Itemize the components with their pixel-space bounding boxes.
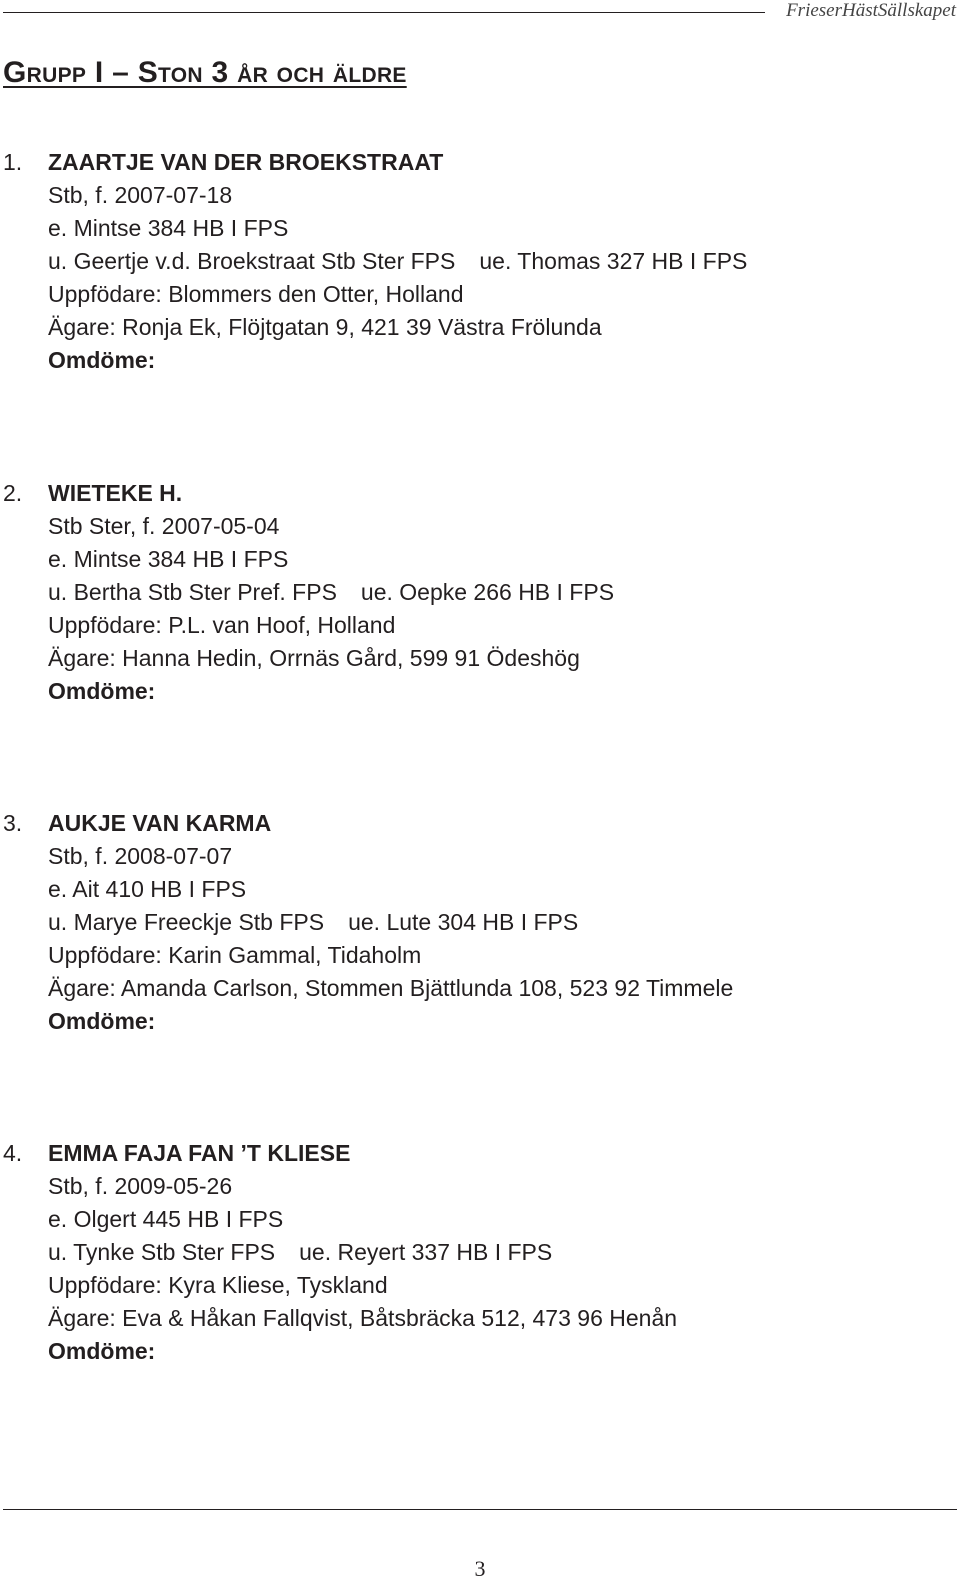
entry-number: 1. <box>3 149 23 175</box>
sex-dob: Stb, f. 2008-07-07 <box>48 843 233 869</box>
omdome-label: Omdöme: <box>48 678 156 704</box>
horse-name: EMMA FAJA FAN ’T KLIESE <box>48 1140 351 1166</box>
dam-sire: ue. Oepke 266 HB I FPS <box>360 579 615 605</box>
dam: u. Tynke Stb Ster FPS <box>48 1239 276 1265</box>
entry-body <box>48 807 733 1038</box>
header-brand: FrieserHästSällskapet <box>786 0 956 21</box>
entry-body <box>48 1137 677 1368</box>
header-rule <box>3 12 765 13</box>
dam-sire: ue. Reyert 337 HB I FPS <box>299 1239 553 1265</box>
dam-sire: ue. Thomas 327 HB I FPS <box>479 248 748 274</box>
dam-line <box>48 576 614 609</box>
sex-dob: Stb, f. 2007-07-18 <box>48 182 233 208</box>
sire: e. Ait 410 HB I FPS <box>48 876 247 902</box>
breeder: Uppfödare: P.L. van Hoof, Holland <box>48 612 396 638</box>
owner: Ägare: Ronja Ek, Flöjtgatan 9, 421 39 Västra Frölunda <box>48 314 602 340</box>
dam: u. Bertha Stb Ster Pref. FPS <box>48 579 337 605</box>
breeder: Uppfödare: Kyra Kliese, Tyskland <box>48 1272 388 1298</box>
sire: e. Mintse 384 HB I FPS <box>48 215 289 241</box>
entry-body <box>48 477 614 708</box>
owner: Ägare: Hanna Hedin, Orrnäs Gård, 599 91 Ödeshög <box>48 645 580 671</box>
sex-dob: Stb Ster, f. 2007-05-04 <box>48 513 280 539</box>
horse-name: AUKJE VAN KARMA <box>48 810 272 836</box>
section-title: Grupp I – Ston 3 år och äldre <box>3 56 407 89</box>
dam: u. Geertje v.d. Broekstraat Stb Ster FPS <box>48 248 456 274</box>
owner: Ägare: Eva & Håkan Fallqvist, Båtsbräcka 512, 473 96 Henån <box>48 1305 678 1331</box>
omdome-label: Omdöme: <box>48 1008 156 1034</box>
page-number: 3 <box>474 1556 486 1581</box>
owner: Ägare: Amanda Carlson, Stommen Bjättlunda 108, 523 92 Timmele <box>48 975 734 1001</box>
entry-number: 4. <box>3 1140 23 1166</box>
dam-sire: ue. Lute 304 HB I FPS <box>348 909 579 935</box>
dam: u. Marye Freeckje Stb FPS <box>48 909 325 935</box>
entry-body <box>48 146 747 377</box>
sire: e. Olgert 445 HB I FPS <box>48 1206 284 1232</box>
entry-number: 3. <box>3 810 23 836</box>
entry-number: 2. <box>3 480 23 506</box>
horse-name: WIETEKE H. <box>48 480 183 506</box>
breeder: Uppfödare: Blommers den Otter, Holland <box>48 281 464 307</box>
omdome-label: Omdöme: <box>48 1338 156 1364</box>
dam-line <box>48 1236 677 1269</box>
sire: e. Mintse 384 HB I FPS <box>48 546 289 572</box>
horse-name: ZAARTJE VAN DER BROEKSTRAAT <box>48 149 444 175</box>
sex-dob: Stb, f. 2009-05-26 <box>48 1173 233 1199</box>
omdome-label: Omdöme: <box>48 347 156 373</box>
footer-rule <box>3 1509 957 1510</box>
dam-line <box>48 906 733 939</box>
page-header <box>0 0 960 30</box>
dam-line <box>48 245 747 278</box>
breeder: Uppfödare: Karin Gammal, Tidaholm <box>48 942 422 968</box>
